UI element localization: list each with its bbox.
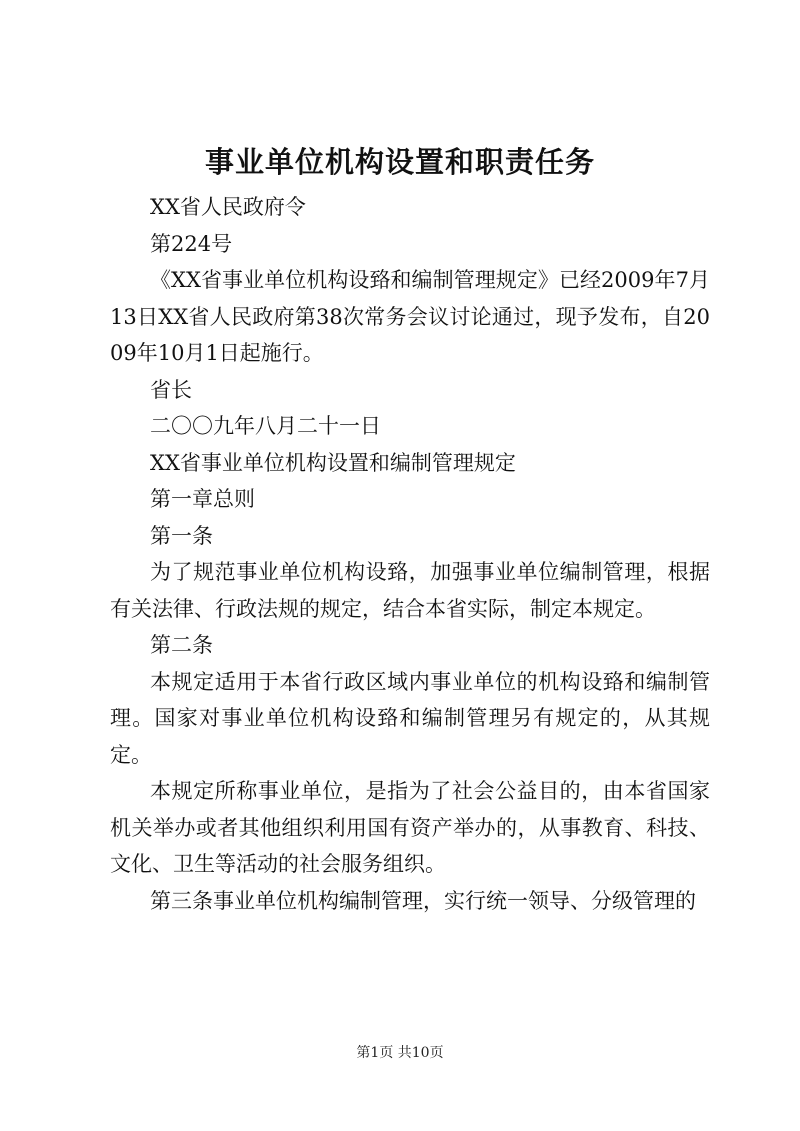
paragraph: 第一条 (150, 523, 213, 548)
paragraph: 二〇〇九年八月二十一日 (150, 414, 381, 438)
paragraph: 本规定适用于本省行政区域内事业单位的机构设臵和编制管理。国家对事业单位机构设臵和编制管理另有规定的，从其规定。 (110, 669, 710, 767)
page-number-footer: 第1页 共10页 (356, 1045, 444, 1061)
paragraph: 本规定所称事业单位，是指为了社会公益目的，由本省国家机关举办或者其他组织利用国有资产举办的，从事教育、科技、文化、卫生等活动的社会服务组织。 (110, 779, 710, 876)
paragraph: 第224号 (150, 231, 233, 256)
paragraph: 第二条 (150, 633, 213, 657)
paragraph: XX省事业单位机构设置和编制管理规定 (150, 450, 516, 475)
paragraph: XX省人民政府令 (150, 195, 306, 219)
paragraph: 第一章总则 (150, 487, 255, 511)
paragraph: 省长 (150, 377, 192, 402)
paragraph: 第三条事业单位机构编制管理，实行统一领导、分级管理的 (150, 888, 696, 913)
paragraph: 为了规范事业单位机构设臵，加强事业单位编制管理，根据有关法律、行政法规的规定，结合本省实际，制定本规定。 (110, 560, 710, 621)
document-body (110, 189, 710, 919)
document-title: 事业单位机构设置和职责任务 (204, 145, 595, 179)
paragraph: 《XX省事业单位机构设臵和编制管理规定》已经2009年7月13日XX省人民政府第38次常务会议讨论通过，现予发布，自2009年10月1日起施行。 (110, 268, 710, 365)
